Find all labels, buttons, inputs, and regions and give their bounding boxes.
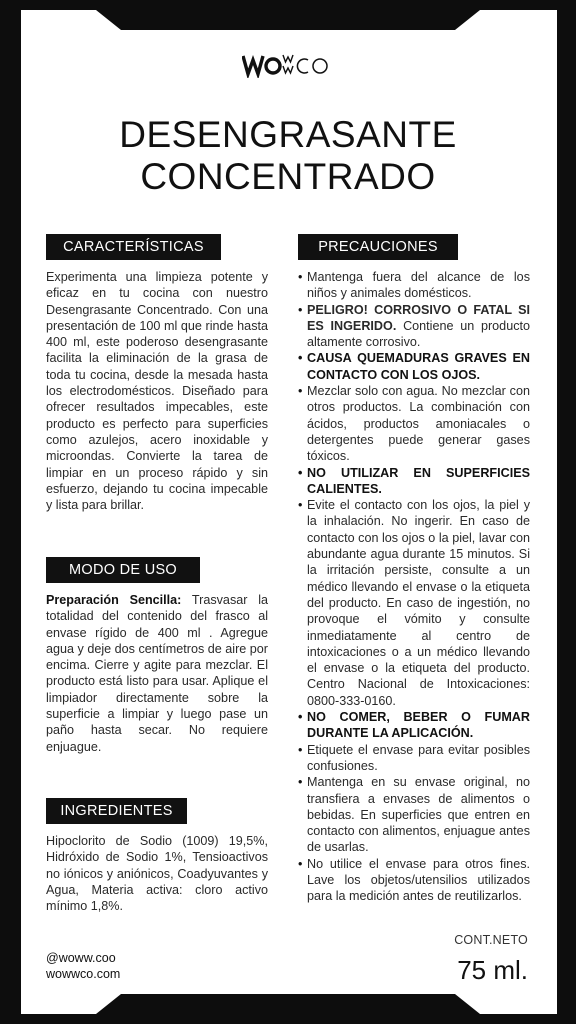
precaucion-strong: NO COMER, BEBER O FUMAR DURANTE LA APLICACIÓN. (307, 710, 530, 741)
precaucion-strong: PELIGRO! CORROSIVO O FATAL SI ES INGERIDO. (307, 302, 530, 333)
precaucion-text: Contiene un producto altamente corrosivo. (307, 318, 530, 350)
social-links (46, 950, 120, 982)
precauciones-heading: PRECAUCIONES (298, 234, 458, 260)
modo-de-uso-text (46, 592, 268, 755)
instagram-handle[interactable]: @woww.coo (46, 951, 116, 965)
product-title (0, 114, 576, 198)
precauciones-list (298, 269, 530, 905)
precaucion-strong: CAUSA QUEMADURAS GRAVES EN CONTACTO CON LOS OJOS. (307, 351, 530, 382)
net-content-label: CONT.NETO (454, 933, 528, 947)
product-title-line-2: CONCENTRADO (140, 156, 436, 197)
net-content-quantity: 75 ml. (457, 955, 528, 985)
precaucion-text: Etiquete el envase para evitar posibles confusiones. (307, 742, 530, 773)
caracteristicas-text: Experimenta una limpieza potente y eficaz en tu cocina con nuestro Desengrasante Concentrado. Con una presentación de 100 ml que rinde hasta 400 ml, este poderoso desengrasante facilita la eliminación de la grasa de toda tu cocina, desde la mesada hasta los electrodomésticos. Diseñado para ofrecer resultados impecables, este producto es perfecto para superficies como azulejos, acero inoxidable y microondas. Convierte la tarea de limpiar en un proceso rápido y sin esfuerzo, dejando tu cocina impecable y lista para brillar. (46, 270, 268, 513)
precaucion-text: Mezclar solo con agua. No mezclar con otros productos. La combinación con ácidos, productos amoniacales o detergentes puede generar gases tóxicos. (307, 384, 530, 464)
modo-de-uso-body: Trasvasar la totalidad del contenido del frasco al envase rígido de 400 ml . Agregue agua y deje dos centímetros de aire por encima. Cierre y agite para mezclar. El producto está listo para usar. Aplique el limpiador directamente sobre la superficie a limpiar y luego pase un paño hasta secar. No requiere enjuague. (46, 593, 269, 754)
bottom-notch (0, 984, 576, 1024)
precaucion-text: Evite el contacto con los ojos, la piel y la inhalación. No ingerir. En caso de contacto con los ojos o la piel, lavar con abundante agua durante 15 minutos. Si la irritación persiste, consulte a un médico llevando el envase o la etiqueta del producto. En caso de ingestión, no provoque el vómito y consulte inmediatamente al centro de intoxicaciones o a un médico llevando el envase o la etiqueta del producto. Centro Nacional de Intoxicaciones: 0800-333-0160. (307, 498, 530, 708)
caracteristicas-heading: CARACTERÍSTICAS (46, 234, 221, 260)
website-link[interactable]: wowwco.com (46, 967, 121, 981)
brand-logo (0, 52, 576, 83)
precaucion-item (298, 465, 530, 498)
brand-logo-mark (242, 52, 334, 78)
precaucion-item (298, 774, 530, 855)
top-notch (0, 0, 576, 40)
precaucion-text: Mantenga fuera del alcance de los niños y animales domésticos. (307, 270, 530, 301)
precaucion-item (298, 383, 530, 464)
precaucion-item (298, 709, 530, 742)
precaucion-item (298, 856, 530, 905)
ingredientes-text: Hipoclorito de Sodio (1009) 19,5%, Hidróxido de Sodio 1%, Tensioactivos no iónicos y aniónicos, Coadyuvantes y Agua, Materia activa: cloro activo mínimo 1,8%. (46, 834, 268, 914)
product-title-line-1: DESENGRASANTE (119, 114, 457, 155)
precaucion-text: No utilice el envase para otros fines. Lave los objetos/utensilios utilizados para la medición antes de reutilizarlos. (307, 856, 530, 904)
modo-de-uso-heading: MODO DE USO (46, 557, 200, 583)
ingredientes-heading: INGREDIENTES (46, 798, 187, 824)
precaucion-text: Mantenga en su envase original, no transfiera a envases de alimentos o bebidas. En superficies que entren en contacto con alimentos, enjuague antes de usarlas. (307, 775, 530, 855)
precaucion-item (298, 742, 530, 775)
precaucion-item (298, 302, 530, 351)
modo-de-uso-lead: Preparación Sencilla: (46, 593, 182, 607)
precaucion-item (298, 497, 530, 709)
precaucion-item (298, 350, 530, 383)
precaucion-strong: NO UTILIZAR EN SUPERFICIES CALIENTES. (307, 465, 530, 496)
net-content (454, 933, 528, 987)
precaucion-item (298, 269, 530, 302)
